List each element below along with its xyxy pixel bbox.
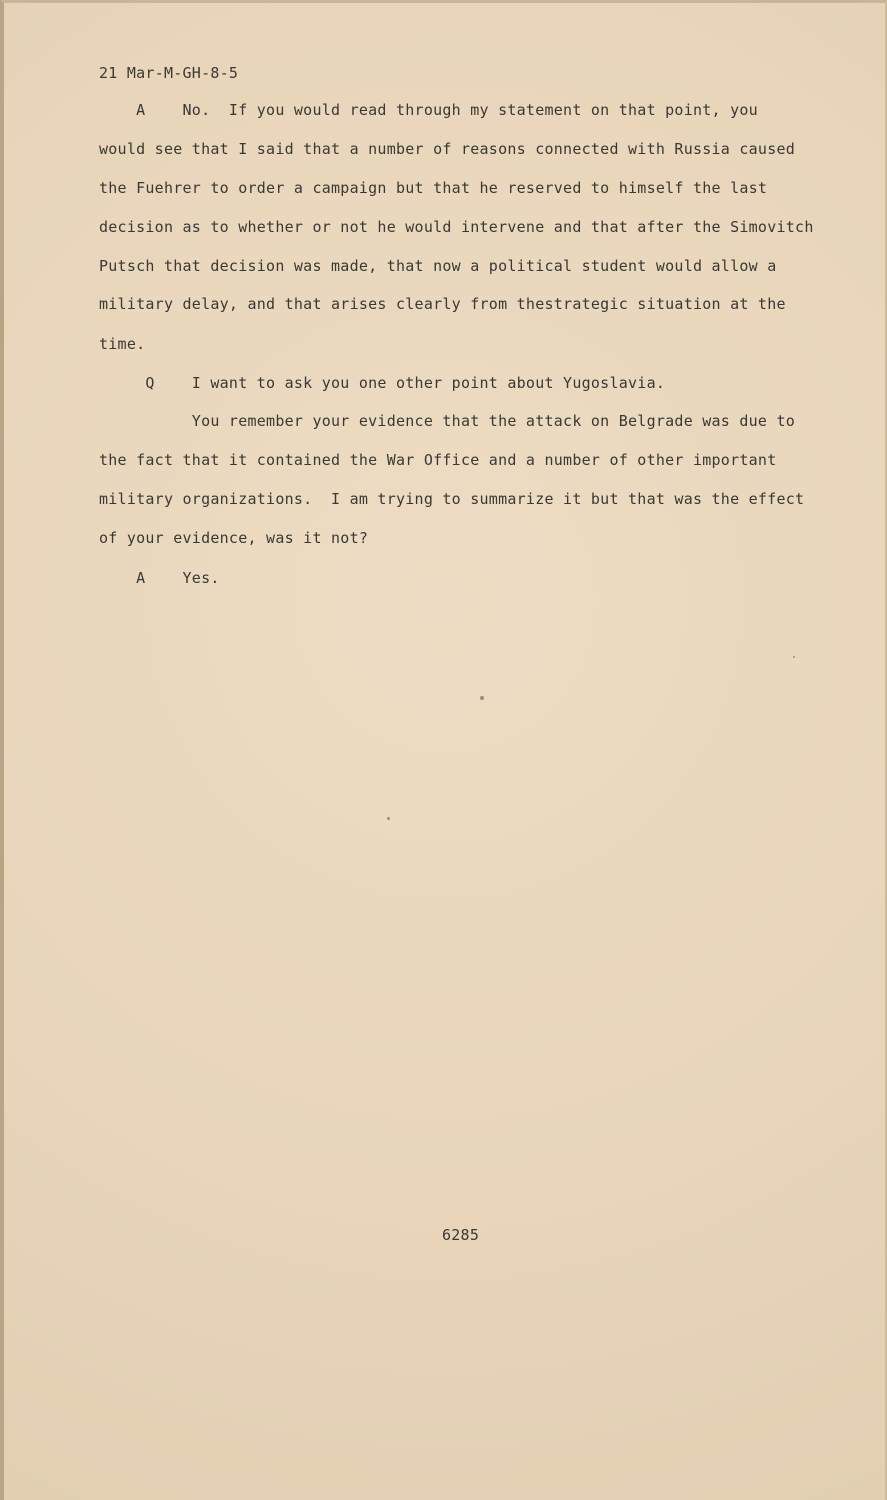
text-line-10: the fact that it contained the War Office and a number of other important xyxy=(99,451,777,469)
text-line-4: decision as to whether or not he would intervene and that after the Simovitch xyxy=(99,218,814,236)
paper-speck xyxy=(387,817,390,820)
page-number: 6285 xyxy=(442,1226,480,1244)
text-line-9: You remember your evidence that the attack on Belgrade was due to xyxy=(99,412,796,430)
text-line-12: of your evidence, was it not? xyxy=(99,529,369,547)
text-line-8: Q I want to ask you one other point about Yugoslavia. xyxy=(99,374,666,392)
text-line-13: A Yes. xyxy=(99,569,220,587)
text-line-7: time. xyxy=(99,335,146,353)
text-line-11: military organizations. I am trying to summarize it but that was the effect xyxy=(99,490,805,508)
text-line-1: A No. If you would read through my statement on that point, you xyxy=(99,101,758,119)
paper-speck xyxy=(793,656,795,658)
text-line-2: would see that I said that a number of reasons connected with Russia caused xyxy=(99,140,796,158)
paper-speck xyxy=(480,696,484,700)
text-line-5: Putsch that decision was made, that now a political student would allow a xyxy=(99,257,777,275)
document-header: 21 Mar-M-GH-8-5 xyxy=(99,64,239,82)
text-line-3: the Fuehrer to order a campaign but that he reserved to himself the last xyxy=(99,179,768,197)
text-line-6: military delay, and that arises clearly from thestrategic situation at the xyxy=(99,295,786,313)
